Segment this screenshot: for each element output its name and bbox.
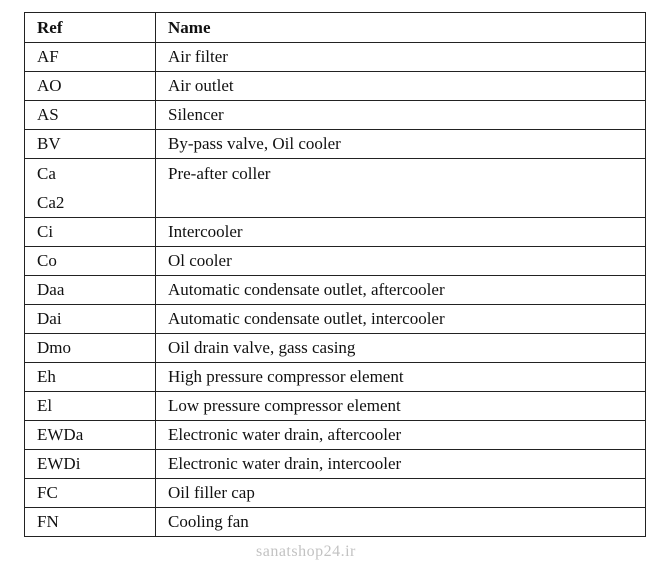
ref-cell <box>25 334 156 363</box>
column-header-name: Name <box>156 13 646 43</box>
ref-cell <box>25 72 156 101</box>
ref-cell <box>25 305 156 334</box>
reference-table <box>24 12 646 537</box>
name-cell: Oil filler cap <box>156 479 646 508</box>
table-row <box>25 218 646 247</box>
name-cell: Automatic condensate outlet, aftercooler <box>156 276 646 305</box>
name-cell: Air filter <box>156 43 646 72</box>
name-cell: Automatic condensate outlet, intercooler <box>156 305 646 334</box>
table-row <box>25 159 646 218</box>
name-cell: Silencer <box>156 101 646 130</box>
ref-code: FC <box>37 483 58 502</box>
ref-code: Ca2 <box>37 193 65 212</box>
ref-code: Dmo <box>37 338 71 357</box>
ref-code: Co <box>37 251 57 270</box>
name-cell: High pressure compressor element <box>156 363 646 392</box>
table-row <box>25 450 646 479</box>
ref-code: BV <box>37 134 61 153</box>
ref-code: El <box>37 396 53 415</box>
ref-cell <box>25 159 156 218</box>
ref-code: AO <box>37 76 62 95</box>
table-row <box>25 276 646 305</box>
table-row <box>25 247 646 276</box>
table-row <box>25 392 646 421</box>
table-body <box>25 43 646 537</box>
ref-code: Daa <box>37 280 65 299</box>
ref-code: Dai <box>37 309 62 328</box>
ref-cell <box>25 479 156 508</box>
ref-cell <box>25 218 156 247</box>
table-row <box>25 334 646 363</box>
table-row <box>25 130 646 159</box>
ref-cell <box>25 508 156 537</box>
column-header-ref: Ref <box>25 13 156 43</box>
ref-code: Eh <box>37 367 56 386</box>
ref-cell <box>25 130 156 159</box>
ref-code: EWDi <box>37 454 81 473</box>
ref-code: Ca <box>37 164 56 183</box>
table-row <box>25 508 646 537</box>
watermark-text: sanatshop24.ir <box>256 543 356 560</box>
ref-cell <box>25 43 156 72</box>
table-header-row <box>25 13 646 43</box>
name-cell: Low pressure compressor element <box>156 392 646 421</box>
name-cell: Pre-after coller <box>156 159 646 218</box>
ref-cell <box>25 363 156 392</box>
table-row <box>25 101 646 130</box>
table-row <box>25 363 646 392</box>
ref-cell <box>25 450 156 479</box>
table-row <box>25 72 646 101</box>
name-cell: Air outlet <box>156 72 646 101</box>
ref-code: FN <box>37 512 59 531</box>
ref-cell <box>25 101 156 130</box>
name-cell: By-pass valve, Oil cooler <box>156 130 646 159</box>
ref-code: AF <box>37 47 59 66</box>
table-row <box>25 43 646 72</box>
table-row <box>25 479 646 508</box>
table-row <box>25 305 646 334</box>
table-row <box>25 421 646 450</box>
ref-code: AS <box>37 105 59 124</box>
ref-code: EWDa <box>37 425 84 444</box>
name-cell: Electronic water drain, aftercooler <box>156 421 646 450</box>
name-cell: Electronic water drain, intercooler <box>156 450 646 479</box>
name-cell: Oil drain valve, gass casing <box>156 334 646 363</box>
name-cell: Intercooler <box>156 218 646 247</box>
ref-cell <box>25 247 156 276</box>
ref-cell <box>25 276 156 305</box>
ref-cell <box>25 392 156 421</box>
name-cell: Ol cooler <box>156 247 646 276</box>
ref-cell <box>25 421 156 450</box>
name-cell: Cooling fan <box>156 508 646 537</box>
ref-code: Ci <box>37 222 54 241</box>
